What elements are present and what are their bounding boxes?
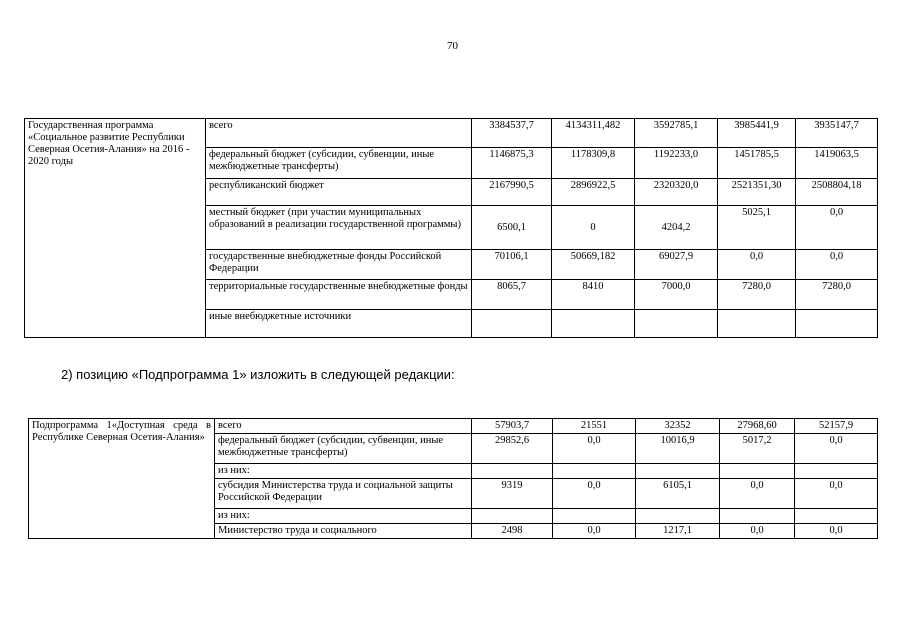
value-cell: 0,0 — [720, 524, 795, 539]
value-cell: 2167990,5 — [472, 179, 552, 206]
value-cell — [636, 509, 720, 524]
value-cell: 1146875,3 — [472, 148, 552, 179]
value-cell — [552, 310, 635, 338]
program-table — [24, 118, 878, 338]
row-label: государственные внебюджетные фонды Российской Федерации — [206, 250, 472, 280]
value-cell — [553, 509, 636, 524]
value-cell — [795, 509, 878, 524]
value-cell: 29852,6 — [472, 434, 553, 464]
value-cell: 7280,0 — [718, 280, 796, 310]
value-cell — [553, 464, 636, 479]
value-cell: 27968,60 — [720, 419, 795, 434]
row-label: федеральный бюджет (субсидии, субвенции, иные межбюджетные трансферты) — [215, 434, 472, 464]
row-label: территориальные государственные внебюджетные фонды — [206, 280, 472, 310]
value-cell: 0,0 — [553, 524, 636, 539]
value-cell: 50669,182 — [552, 250, 635, 280]
value-cell: 0,0 — [553, 479, 636, 509]
value-cell: 32352 — [636, 419, 720, 434]
value-cell — [720, 464, 795, 479]
row-label: федеральный бюджет (субсидии, субвенции, иные межбюджетные трансферты) — [206, 148, 472, 179]
row-label: местный бюджет (при участии муниципальных образований в реализации государственной программы) — [206, 206, 472, 250]
value-cell — [472, 464, 553, 479]
value-cell: 69027,9 — [635, 250, 718, 280]
value-cell — [472, 310, 552, 338]
table-row — [29, 419, 878, 434]
value-cell: 8410 — [552, 280, 635, 310]
page-number: 70 — [447, 40, 458, 52]
value-cell: 6500,1 — [472, 206, 552, 250]
value-cell: 0 — [552, 206, 635, 250]
value-cell: 0,0 — [796, 250, 878, 280]
value-cell: 1419063,5 — [796, 148, 878, 179]
value-cell — [796, 310, 878, 338]
value-cell: 3592785,1 — [635, 119, 718, 148]
instruction-text: 2) позицию «Подпрограмма 1» изложить в следующей редакции: — [61, 367, 455, 382]
value-cell: 3985441,9 — [718, 119, 796, 148]
value-cell: 70106,1 — [472, 250, 552, 280]
value-cell: 3384537,7 — [472, 119, 552, 148]
value-cell: 4134311,482 — [552, 119, 635, 148]
row-label: субсидия Министерства труда и социальной защиты Российской Федерации — [215, 479, 472, 509]
value-cell: 2508804,18 — [796, 179, 878, 206]
value-cell: 2896922,5 — [552, 179, 635, 206]
value-cell: 0,0 — [718, 250, 796, 280]
value-cell: 0,0 — [796, 206, 878, 250]
row-label: иные внебюджетные источники — [206, 310, 472, 338]
row-label: всего — [206, 119, 472, 148]
value-cell: 8065,7 — [472, 280, 552, 310]
value-cell: 21551 — [553, 419, 636, 434]
value-cell: 1217,1 — [636, 524, 720, 539]
subprogram-name-cell: Подпрограмма 1«Доступная среда в Республике Северная Осетия-Алания» — [29, 419, 215, 539]
value-cell: 2498 — [472, 524, 553, 539]
table-row — [25, 119, 878, 148]
value-cell: 10016,9 — [636, 434, 720, 464]
value-cell: 0,0 — [795, 434, 878, 464]
value-cell: 7000,0 — [635, 280, 718, 310]
value-cell: 2521351,30 — [718, 179, 796, 206]
row-label: из них: — [215, 509, 472, 524]
value-cell: 3935147,7 — [796, 119, 878, 148]
value-cell: 4204,2 — [635, 206, 718, 250]
value-cell — [635, 310, 718, 338]
value-cell — [720, 509, 795, 524]
value-cell: 52157,9 — [795, 419, 878, 434]
value-cell: 2320320,0 — [635, 179, 718, 206]
value-cell: 7280,0 — [796, 280, 878, 310]
row-label: республиканский бюджет — [206, 179, 472, 206]
value-cell: 6105,1 — [636, 479, 720, 509]
value-cell: 0,0 — [720, 479, 795, 509]
value-cell: 0,0 — [553, 434, 636, 464]
program-name-cell: Государственная программа «Социальное развитие Республики Северная Осетия-Алания» на 2016 - 2020 годы — [25, 119, 206, 338]
value-cell — [472, 509, 553, 524]
row-label: всего — [215, 419, 472, 434]
value-cell — [636, 464, 720, 479]
value-cell: 0,0 — [795, 524, 878, 539]
subprogram-table — [28, 418, 878, 539]
value-cell: 1451785,5 — [718, 148, 796, 179]
value-cell: 9319 — [472, 479, 553, 509]
value-cell — [795, 464, 878, 479]
value-cell: 0,0 — [795, 479, 878, 509]
value-cell: 5025,1 — [718, 206, 796, 250]
row-label: Министерство труда и социального — [215, 524, 472, 539]
row-label: из них: — [215, 464, 472, 479]
value-cell: 1192233,0 — [635, 148, 718, 179]
value-cell: 57903,7 — [472, 419, 553, 434]
value-cell: 5017,2 — [720, 434, 795, 464]
value-cell: 1178309,8 — [552, 148, 635, 179]
value-cell — [718, 310, 796, 338]
